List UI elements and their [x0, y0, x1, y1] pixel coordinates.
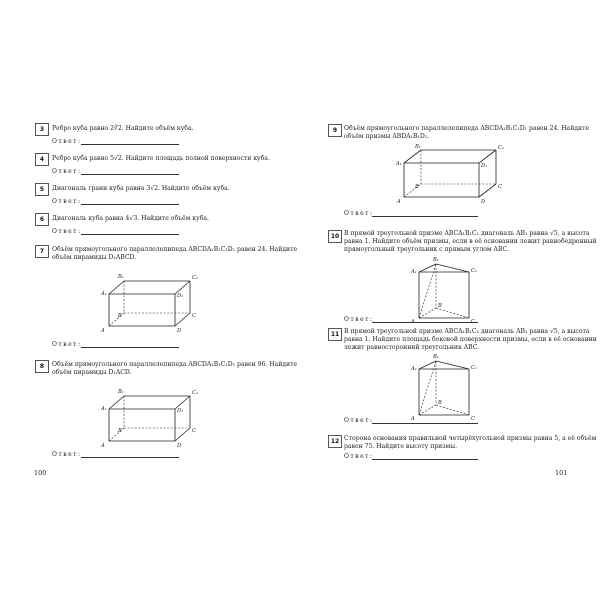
answer-row	[344, 316, 374, 323]
label-B1: B₁	[118, 274, 124, 280]
prism-figure-11	[412, 353, 492, 428]
label-B: B	[438, 400, 442, 406]
problem-text-line-2: объём пирамиды D₁ABCD.	[52, 254, 137, 261]
label-B1: B₁	[433, 354, 439, 360]
right-page	[300, 0, 600, 600]
problem-number: 7	[35, 245, 49, 258]
label-A1: A₁	[396, 161, 402, 167]
problem-text: Диагональ куба равна 4√3. Найдите объём куба.	[52, 215, 209, 222]
answer-label: Ответ:	[344, 453, 374, 460]
label-B: B	[118, 428, 122, 434]
label-C: C	[471, 319, 475, 325]
label-D: D	[177, 328, 182, 334]
label-A: A	[411, 319, 415, 325]
problem-text-line-1: Объём прямоугольного параллелепипеда ABCDA₁B₁C₁D₁ равен 96. Найдите	[52, 361, 298, 368]
box-figure-9	[396, 145, 506, 215]
problem-number: 6	[35, 213, 49, 226]
problem-text-line-1: Объём прямоугольного параллелепипеда ABCDA₁B₁C₁D₁ равен 24. Найдите	[52, 246, 298, 253]
label-B1: B₁	[118, 389, 124, 395]
label-B: B	[118, 313, 122, 319]
answer-field[interactable]	[81, 457, 179, 458]
label-A1: A₁	[411, 269, 417, 275]
answer-row	[52, 228, 82, 235]
label-A1: A₁	[411, 366, 417, 372]
answer-field[interactable]	[81, 204, 179, 205]
problem-text: Ребро куба равно 2∛2. Найдите объём куба.	[52, 125, 194, 132]
label-A: A	[397, 199, 401, 205]
problem-number: 4	[35, 153, 49, 166]
label-A: A	[101, 328, 105, 334]
label-A: A	[411, 416, 415, 422]
problem-number: 12	[328, 435, 342, 448]
label-A1: A₁	[101, 291, 107, 297]
page-number-left: 100	[34, 469, 47, 477]
answer-row	[344, 417, 374, 424]
answer-field[interactable]	[81, 174, 179, 175]
answer-row	[52, 168, 82, 175]
problem-text-line-2: равен 75. Найдите высоту призмы.	[344, 443, 458, 450]
answer-row	[52, 341, 82, 348]
answer-field[interactable]	[81, 144, 179, 145]
label-C1: C₁	[498, 145, 505, 151]
answer-field[interactable]	[372, 423, 478, 424]
problem-text-line-3: прямоугольный треугольник с прямым углом ABC.	[344, 246, 509, 253]
label-B1: B₁	[433, 257, 439, 263]
answer-label: Ответ:	[52, 451, 82, 458]
problem-number: 5	[35, 183, 49, 196]
answer-row	[52, 138, 82, 145]
label-A: A	[101, 443, 105, 449]
problem-number: 9	[328, 124, 342, 137]
label-D: D	[177, 443, 182, 449]
problem-text-line-1: Объём прямоугольного параллелепипеда ABCDA₁B₁C₁D₁ равен 24. Найдите	[344, 125, 590, 132]
problem-text-line-2: равна 1. Найдите объём призмы, если в её основании лежит равнобедренный	[344, 238, 597, 245]
label-B: B	[438, 303, 442, 309]
answer-row	[344, 210, 374, 217]
label-C: C	[498, 184, 502, 190]
answer-row	[52, 451, 82, 458]
label-C1: C₁	[471, 268, 478, 274]
prism-figure-10	[412, 256, 492, 331]
box-figure-7	[102, 270, 212, 340]
problem-text-line-1: Сторона основания правильной четырёхугольной призмы равна 5, а её объём	[344, 435, 597, 442]
problem-text-line-2: равна 1. Найдите площадь боковой поверхности призмы, если в её основании	[344, 336, 597, 343]
answer-label: Ответ:	[52, 168, 82, 175]
problem-number: 3	[35, 123, 49, 136]
problem-number: 10	[328, 230, 342, 243]
answer-field[interactable]	[372, 459, 478, 460]
label-C1: C₁	[471, 365, 478, 371]
answer-label: Ответ:	[344, 210, 374, 217]
answer-row	[344, 453, 374, 460]
answer-label: Ответ:	[52, 138, 82, 145]
label-D1: D₁	[177, 293, 184, 299]
label-C: C	[471, 416, 475, 422]
answer-field[interactable]	[372, 216, 478, 217]
label-D1: D₁	[177, 408, 184, 414]
problem-text-line-2: объём пирамиды D₁ACD.	[52, 369, 132, 376]
label-C: C	[192, 428, 196, 434]
label-B1: B₁	[415, 144, 421, 150]
label-C1: C₁	[192, 275, 199, 281]
problem-number: 8	[35, 360, 49, 373]
problem-text: Диагональ грани куба равна 3√2. Найдите объём куба.	[52, 185, 230, 192]
answer-row	[52, 198, 82, 205]
label-C: C	[192, 313, 196, 319]
answer-label: Ответ:	[344, 417, 374, 424]
answer-label: Ответ:	[52, 198, 82, 205]
label-D: D	[481, 199, 486, 205]
label-C1: C₁	[192, 390, 199, 396]
label-D1: D₁	[481, 163, 488, 169]
page-number-right: 101	[555, 469, 568, 477]
answer-label: Ответ:	[52, 341, 82, 348]
problem-text-line-2: объём призмы ABDA₁B₁D₁.	[344, 133, 430, 140]
answer-field[interactable]	[81, 347, 179, 348]
problem-text-line-1: В прямой треугольной призме ABCA₁B₁C₁ диагональ AB₁ равна √5, а высота	[344, 230, 590, 237]
answer-field[interactable]	[372, 322, 478, 323]
label-B: B	[415, 184, 419, 190]
label-A1: A₁	[101, 406, 107, 412]
answer-label: Ответ:	[52, 228, 82, 235]
problem-text: Ребро куба равно 5√2. Найдите площадь полной поверхности куба.	[52, 155, 270, 162]
problem-text-line-1: В прямой треугольной призме ABCA₁B₁C₁ диагональ AB₁ равна √5, а высота	[344, 328, 590, 335]
answer-field[interactable]	[81, 234, 179, 235]
box-figure-8	[102, 385, 212, 455]
answer-label: Ответ:	[344, 316, 374, 323]
problem-text-line-3: лежит равносторонний треугольник ABC.	[344, 344, 480, 351]
problem-number: 11	[328, 328, 342, 341]
